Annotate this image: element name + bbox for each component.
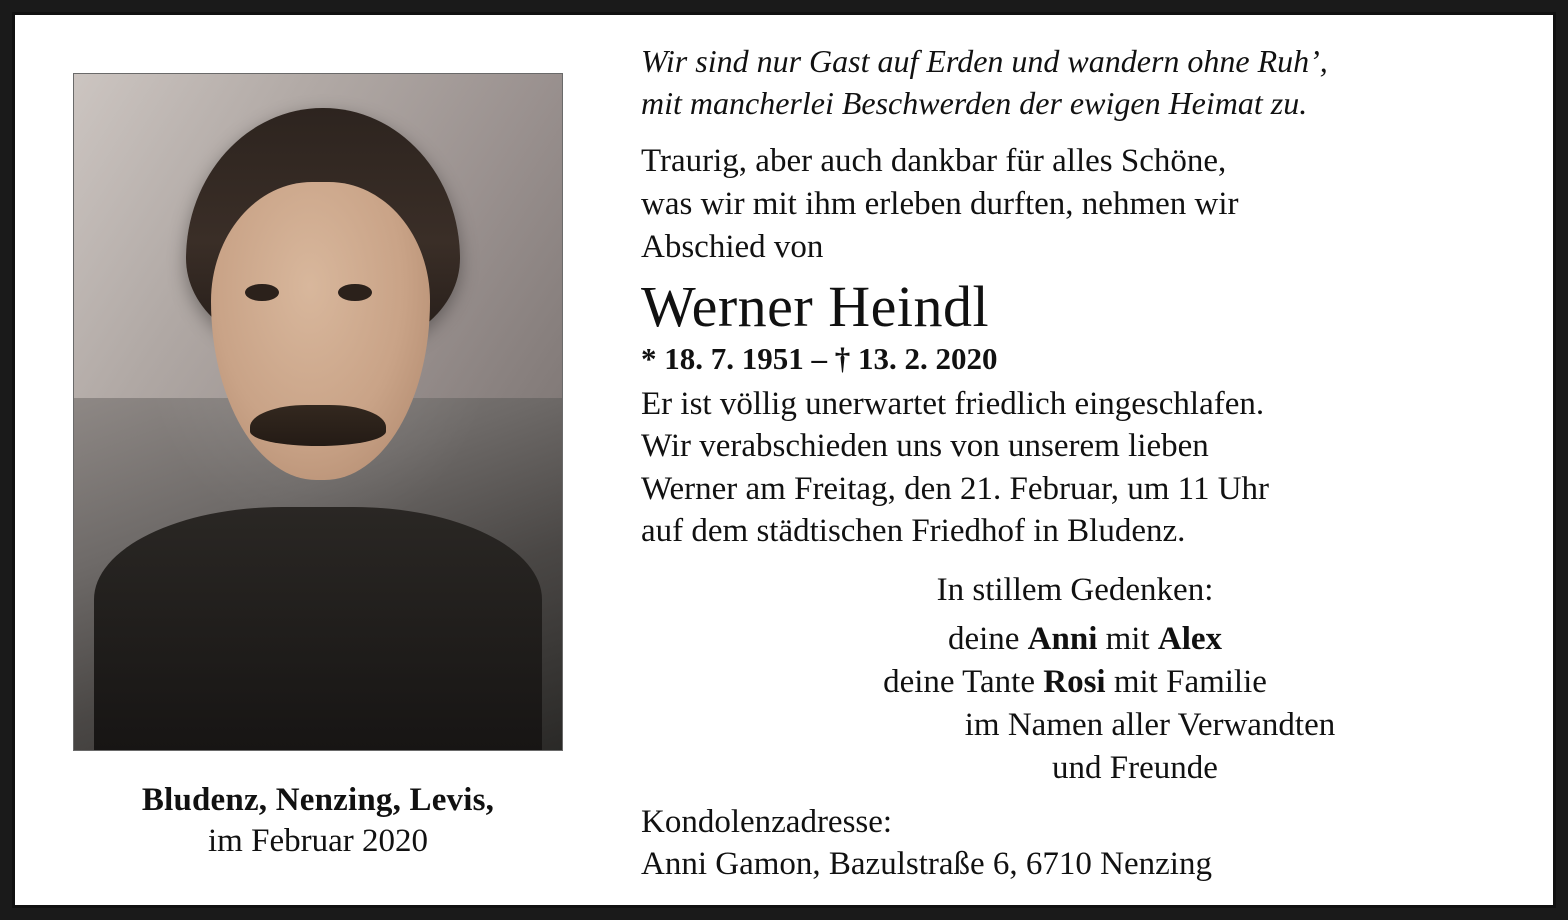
body-line-2: Wir verabschieden uns von unserem lieben: [641, 428, 1209, 465]
intro-block: [641, 140, 1509, 269]
body-line-1: Er ist völlig unerwartet friedlich eingeschlafen.: [641, 385, 1265, 422]
places-line: Bludenz, Nenzing, Levis,: [141, 782, 495, 818]
intro-line-1: Traurig, aber auch dankbar für alles Schöne,: [641, 143, 1227, 180]
condolence-block: [641, 802, 1509, 886]
body-block: [641, 383, 1509, 553]
portrait-photo: [73, 73, 563, 751]
portrait-shoulders: [94, 507, 543, 750]
verse-line-1: Wir sind nur Gast auf Erden und wandern ohne Ruh’,: [641, 43, 1328, 79]
portrait-eye-right: [338, 284, 372, 302]
mourner-2-suffix: mit Familie: [1105, 664, 1267, 701]
portrait-eye-left: [245, 284, 279, 302]
mourner-2-prefix: deine Tante: [883, 664, 1044, 701]
deceased-name: Werner Heindl: [641, 273, 990, 339]
body-line-4: auf dem städtischen Friedhof in Bludenz.: [641, 513, 1186, 550]
mourner-1-name2: Alex: [1157, 621, 1223, 658]
condolence-address: Anni Gamon, Bazulstraße 6, 6710 Nenzing: [641, 845, 1212, 882]
verse-line-2: mit mancherlei Beschwerden der ewigen Heimat zu.: [641, 84, 1308, 121]
mourner-row-1: [641, 618, 1509, 661]
right-column: [615, 15, 1553, 905]
mourner-1-suffix: mit: [1097, 621, 1158, 658]
mourner-row-4: und Freunde: [1052, 750, 1218, 787]
left-column: [15, 15, 615, 905]
notice-frame: [12, 12, 1556, 908]
intro-line-3: Abschied von: [641, 228, 824, 265]
mourner-row-3: im Namen aller Verwandten: [964, 707, 1336, 744]
mourner-1-name: Anni: [1027, 621, 1098, 658]
portrait-moustache: [250, 405, 387, 446]
mourners-list: [641, 618, 1509, 790]
body-line-3: Werner am Freitag, den 21. Februar, um 11 Uhr: [641, 470, 1270, 507]
condolence-label: Kondolenzadresse:: [641, 804, 893, 841]
life-dates: * 18. 7. 1951 – † 13. 2. 2020: [641, 340, 998, 376]
mourner-1-prefix: deine: [947, 621, 1028, 658]
mourner-row-2: [641, 661, 1509, 704]
intro-line-2: was wir mit ihm erleben durften, nehmen wir: [641, 186, 1239, 223]
mourner-2-name: Rosi: [1043, 664, 1106, 701]
memoriam-heading: In stillem Gedenken:: [936, 571, 1214, 608]
month-line: im Februar 2020: [208, 822, 428, 859]
verse-block: [641, 41, 1509, 124]
